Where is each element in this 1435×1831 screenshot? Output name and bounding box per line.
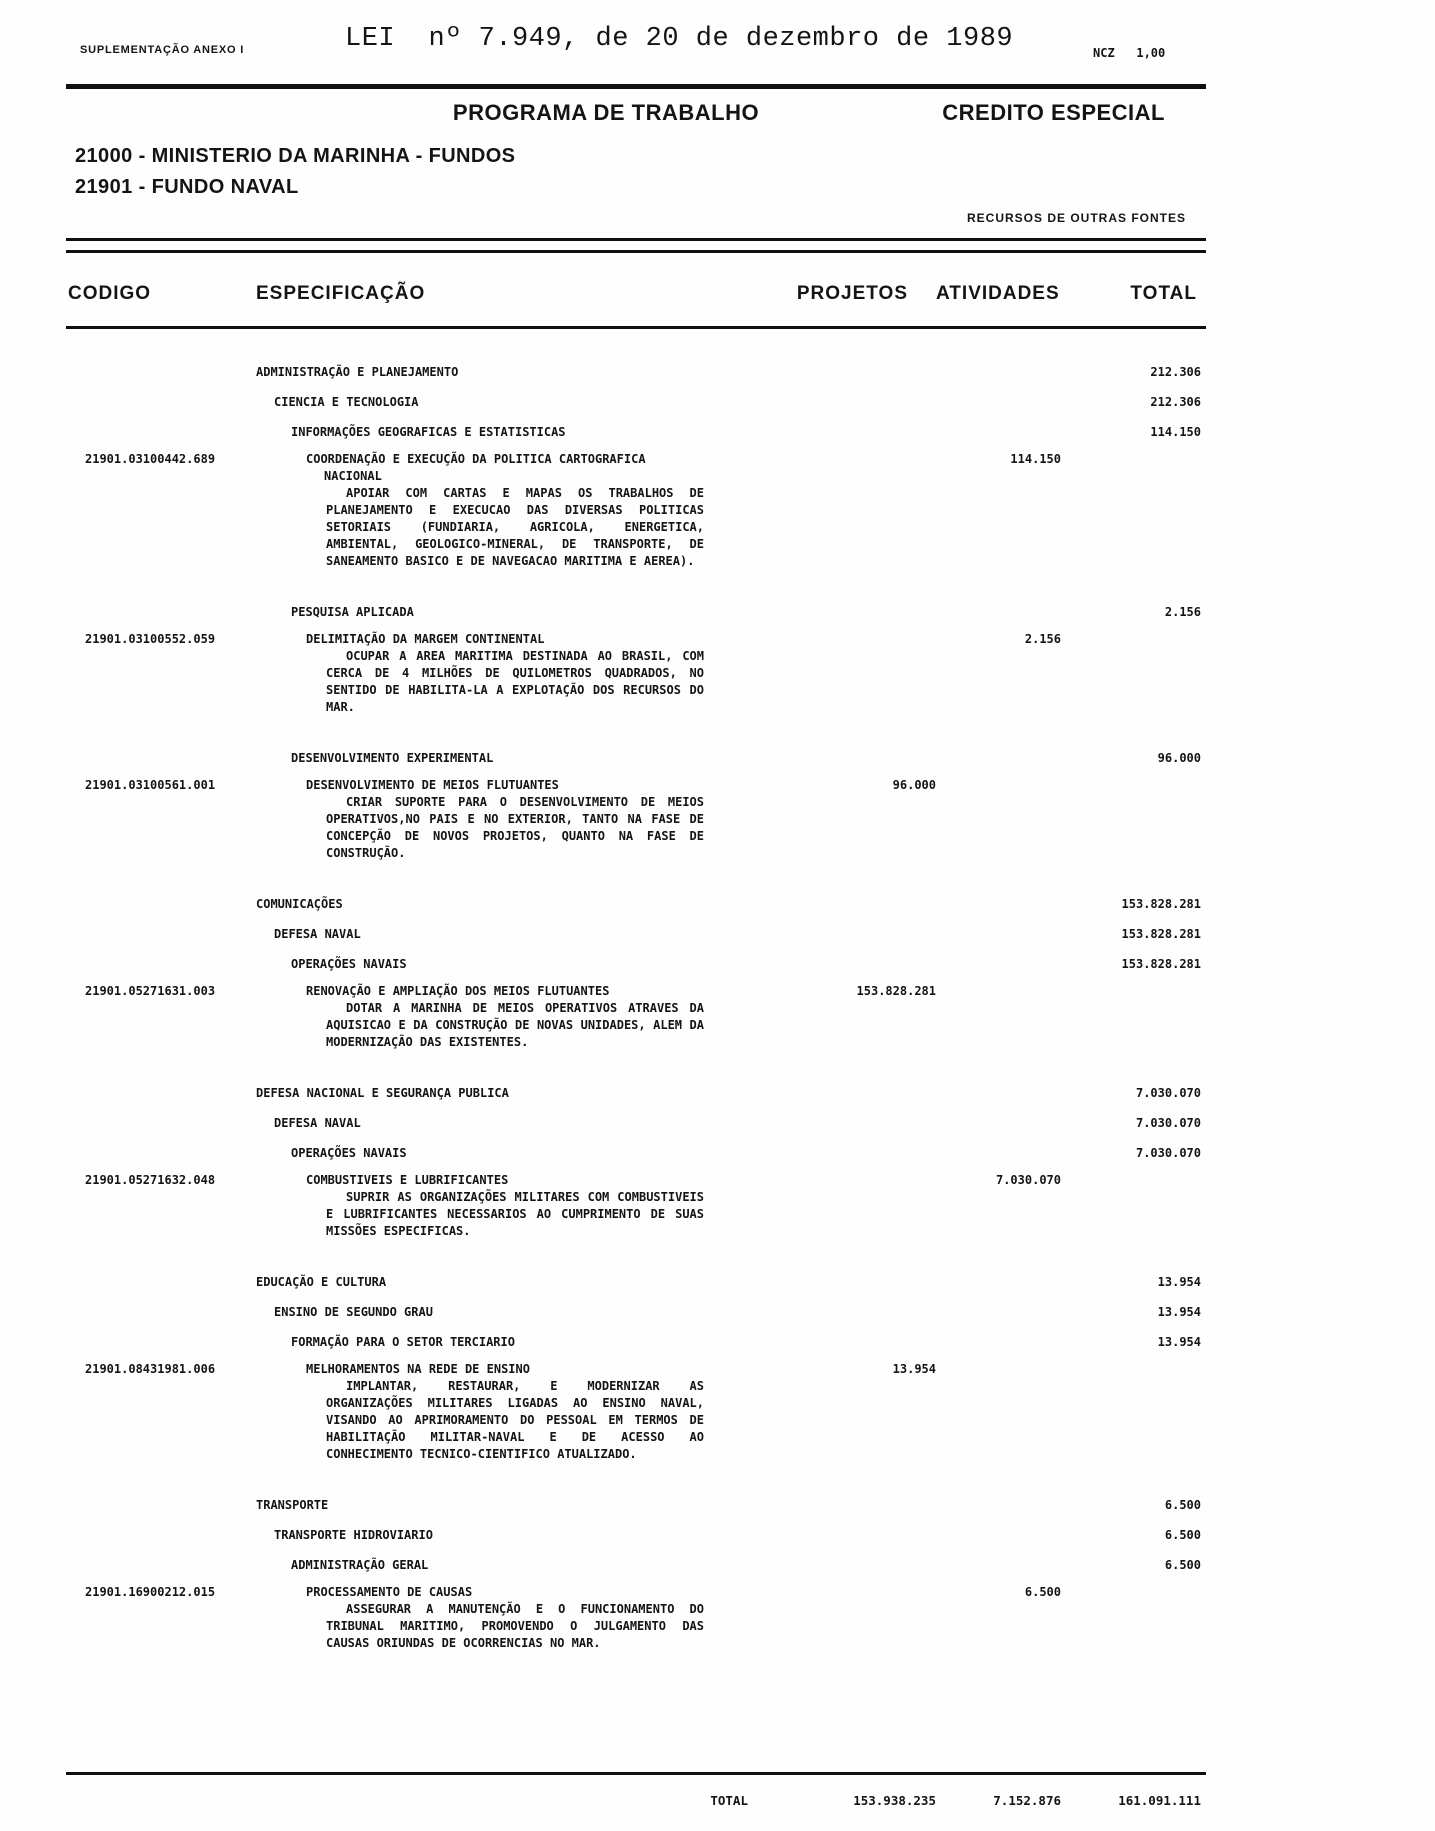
section-label: ADMINISTRAÇÃO E PLANEJAMENTO <box>256 365 459 379</box>
projetos-value <box>776 926 936 943</box>
total-value: 153.828.281 <box>1121 927 1201 941</box>
projetos-value <box>776 1584 936 1652</box>
projetos-value <box>776 750 936 767</box>
section-row <box>66 896 1435 913</box>
total-value <box>1061 1361 1201 1463</box>
specification-cell <box>256 604 776 621</box>
project-code: 21901.03100561.001 <box>85 778 216 792</box>
atividades-value <box>936 750 1061 767</box>
section-label: EDUCAÇÃO E CULTURA <box>256 1275 387 1289</box>
section-label: FORMAÇÃO PARA O SETOR TERCIARIO <box>291 1335 515 1349</box>
project-description: OCUPAR A AREA MARITIMA DESTINADA AO BRASIL, COM CERCA DE 4 MILHÕES DE QUILOMETROS QUADRADOS, NO SENTIDO DE HABILITA-LA A EXPLOTAÇÃO DOS RECURSOS DO MAR. <box>326 649 704 714</box>
projetos-value: 96.000 <box>892 778 936 792</box>
section-label: DEFESA NAVAL <box>274 927 361 941</box>
law-title: LEI nº 7.949, de 20 de dezembro de 1989 <box>345 24 1014 54</box>
project-description: ASSEGURAR A MANUTENÇÃO E O FUNCIONAMENTO DO TRIBUNAL MARITIMO, PROMOVENDO O JULGAMENTO DAS CAUSAS ORIUNDAS DE OCORRENCIAS NO MAR. <box>326 1602 704 1650</box>
project-code: 21901.08431981.006 <box>85 1362 216 1376</box>
section-row <box>66 926 1435 943</box>
specification-cell <box>256 1497 776 1514</box>
project-title: PROCESSAMENTO DE CAUSAS <box>306 1585 473 1599</box>
projetos-value <box>776 451 936 570</box>
section-row <box>66 604 1435 621</box>
projetos-value <box>776 1334 936 1351</box>
projetos-value <box>776 956 936 973</box>
section-label: PESQUISA APLICADA <box>291 605 414 619</box>
specification-cell <box>256 1172 776 1240</box>
specification-cell <box>256 956 776 973</box>
annex-label: SUPLEMENTAÇÃO ANEXO I <box>80 44 245 56</box>
atividades-value <box>936 926 1061 943</box>
projetos-value <box>776 1085 936 1102</box>
projetos-value <box>776 1304 936 1321</box>
total-value: 7.030.070 <box>1135 1146 1201 1160</box>
specification-cell <box>256 926 776 943</box>
total-value: 6.500 <box>1164 1528 1201 1542</box>
project-code <box>66 424 256 441</box>
projetos-value <box>776 1274 936 1291</box>
total-value: 212.306 <box>1150 395 1201 409</box>
bottom-rule <box>66 1772 1206 1775</box>
specification-cell <box>256 896 776 913</box>
specification-cell <box>256 1115 776 1132</box>
project-row <box>66 1172 1435 1240</box>
atividades-value <box>936 1361 1061 1463</box>
specification-cell <box>256 424 776 441</box>
atividades-value <box>936 364 1061 381</box>
project-title: MELHORAMENTOS NA REDE DE ENSINO <box>306 1362 530 1376</box>
specification-cell <box>256 983 776 1051</box>
section-label: OPERAÇÕES NAVAIS <box>291 1146 407 1160</box>
project-title: DELIMITAÇÃO DA MARGEM CONTINENTAL <box>306 632 545 646</box>
section-label: ENSINO DE SEGUNDO GRAU <box>274 1305 433 1319</box>
total-value: 96.000 <box>1157 751 1201 765</box>
project-code <box>66 750 256 767</box>
double-rule-top <box>66 238 1206 241</box>
atividades-value <box>936 1334 1061 1351</box>
project-code <box>66 1557 256 1574</box>
atividades-value: 114.150 <box>1010 452 1061 466</box>
projetos-value <box>776 1172 936 1240</box>
project-code: 21901.03100442.689 <box>85 452 216 466</box>
section-label: DESENVOLVIMENTO EXPERIMENTAL <box>291 751 494 765</box>
project-code: 21901.03100552.059 <box>85 632 216 646</box>
project-code: 21901.05271631.003 <box>85 984 216 998</box>
atividades-value <box>936 394 1061 411</box>
total-value: 13.954 <box>1157 1305 1201 1319</box>
grand-total-atividades: 7.152.876 <box>993 1793 1061 1808</box>
projetos-value: 13.954 <box>892 1362 936 1376</box>
specification-cell <box>256 777 776 862</box>
total-value: 153.828.281 <box>1121 957 1201 971</box>
column-header-total: TOTAL <box>1130 283 1197 304</box>
section-label: DEFESA NAVAL <box>274 1116 361 1130</box>
footer-spacer <box>66 1792 256 1809</box>
project-code <box>66 1497 256 1514</box>
specification-cell <box>256 1145 776 1162</box>
section-row <box>66 1274 1435 1291</box>
total-value <box>1061 1172 1201 1240</box>
total-value: 114.150 <box>1150 425 1201 439</box>
atividades-value <box>936 956 1061 973</box>
project-code <box>66 896 256 913</box>
specification-cell <box>256 1085 776 1102</box>
section-row <box>66 394 1435 411</box>
projetos-value <box>776 896 936 913</box>
resources-note: RECURSOS DE OUTRAS FONTES <box>966 211 1186 225</box>
atividades-value <box>936 777 1061 862</box>
total-value: 6.500 <box>1164 1498 1201 1512</box>
section-row <box>66 1527 1435 1544</box>
specification-cell <box>256 1527 776 1544</box>
total-value: 153.828.281 <box>1121 897 1201 911</box>
atividades-value <box>936 424 1061 441</box>
grand-total-label: TOTAL <box>710 1793 748 1808</box>
project-description: CRIAR SUPORTE PARA O DESENVOLVIMENTO DE MEIOS OPERATIVOS,NO PAIS E NO EXTERIOR, TANTO NA FASE DE CONCEPÇÃO DE NOVOS PROJETOS, QUANTO NA FASE DE CONSTRUÇÃO. <box>326 795 704 860</box>
projetos-value <box>776 631 936 716</box>
header-rule <box>66 326 1206 329</box>
specification-cell <box>256 1557 776 1574</box>
total-value <box>1061 451 1201 570</box>
specification-cell <box>256 750 776 767</box>
section-label: CIENCIA E TECNOLOGIA <box>274 395 419 409</box>
section-row <box>66 1334 1435 1351</box>
total-value <box>1061 1584 1201 1652</box>
project-code <box>66 956 256 973</box>
project-code <box>66 364 256 381</box>
atividades-value <box>936 1557 1061 1574</box>
atividades-value <box>936 604 1061 621</box>
project-description: APOIAR COM CARTAS E MAPAS OS TRABALHOS DE PLANEJAMENTO E EXECUCAO DAS DIVERSAS POLITICAS SETORIAIS (FUNDIARIA, AGRICOLA, ENERGETICA, AMBIENTAL, GEOLOGICO-MINERAL, DE TRANSPORTE, DE SANEAMENTO BASICO E DE NAVEGACAO MARITIMA E AEREA). <box>326 486 704 568</box>
section-row <box>66 1557 1435 1574</box>
total-value: 13.954 <box>1157 1275 1201 1289</box>
column-header-projetos: PROJETOS <box>796 283 908 304</box>
projetos-value <box>776 1557 936 1574</box>
atividades-value <box>936 983 1061 1051</box>
section-label: INFORMAÇÕES GEOGRAFICAS E ESTATISTICAS <box>291 425 566 439</box>
projetos-value <box>776 424 936 441</box>
project-title: DESENVOLVIMENTO DE MEIOS FLUTUANTES <box>306 778 559 792</box>
project-title: COMBUSTIVEIS E LUBRIFICANTES <box>306 1173 509 1187</box>
atividades-value: 7.030.070 <box>995 1173 1061 1187</box>
total-value: 212.306 <box>1150 365 1201 379</box>
atividades-value <box>936 1145 1061 1162</box>
section-label: ADMINISTRAÇÃO GERAL <box>291 1558 429 1572</box>
total-value <box>1061 777 1201 862</box>
project-code <box>66 1527 256 1544</box>
section-label: TRANSPORTE <box>256 1498 329 1512</box>
project-code <box>66 1304 256 1321</box>
project-row <box>66 1584 1435 1652</box>
specification-cell <box>256 451 776 570</box>
specification-cell <box>256 1274 776 1291</box>
project-code <box>66 1145 256 1162</box>
project-code <box>66 1334 256 1351</box>
projetos-value: 153.828.281 <box>856 984 936 998</box>
top-rule <box>66 84 1206 89</box>
atividades-value: 6.500 <box>1024 1585 1061 1599</box>
section-row <box>66 956 1435 973</box>
project-row <box>66 631 1435 716</box>
specification-cell <box>256 631 776 716</box>
specification-cell <box>256 1584 776 1652</box>
section-label: DEFESA NACIONAL E SEGURANÇA PUBLICA <box>256 1086 509 1100</box>
project-description: DOTAR A MARINHA DE MEIOS OPERATIVOS ATRAVES DA AQUISICAO E DA CONSTRUÇÃO DE NOVAS UNIDADES, ALEM DA MODERNIZAÇÃO DAS EXISTENTES. <box>326 1001 704 1049</box>
project-code: 21901.05271632.048 <box>85 1173 216 1187</box>
agency-line-1: 21000 - MINISTERIO DA MARINHA - FUNDOS <box>75 145 516 167</box>
project-code <box>66 394 256 411</box>
projetos-value <box>776 1497 936 1514</box>
section-row <box>66 1497 1435 1514</box>
section-label: OPERAÇÕES NAVAIS <box>291 957 407 971</box>
section-label: TRANSPORTE HIDROVIARIO <box>274 1528 433 1542</box>
project-code <box>66 1085 256 1102</box>
agency-block <box>75 141 515 203</box>
atividades-value <box>936 1085 1061 1102</box>
projetos-value <box>776 1527 936 1544</box>
project-description: IMPLANTAR, RESTAURAR, E MODERNIZAR AS ORGANIZAÇÕES MILITARES LIGADAS AO ENSINO NAVAL, VISANDO AO APRIMORAMENTO DO PESSOAL EM TERMOS DE HABILITAÇÃO MILITAR-NAVAL E DE ACESSO AO CONHECIMENTO TECNICO-CIENTIFICO ATUALIZADO. <box>326 1379 704 1461</box>
atividades-value <box>936 1115 1061 1132</box>
projetos-value <box>776 394 936 411</box>
program-title: PROGRAMA DE TRABALHO <box>452 100 760 125</box>
project-title: COORDENAÇÃO E EXECUÇÃO DA POLITICA CARTOGRAFICA NACIONAL <box>306 452 646 483</box>
total-value: 6.500 <box>1164 1558 1201 1572</box>
section-row <box>66 1115 1435 1132</box>
agency-line-2: 21901 - FUNDO NAVAL <box>75 176 299 198</box>
project-row <box>66 777 1435 862</box>
section-row <box>66 1145 1435 1162</box>
section-row <box>66 1085 1435 1102</box>
column-header-codigo: CODIGO <box>68 283 152 304</box>
grand-total-row <box>66 1792 1435 1809</box>
atividades-value: 2.156 <box>1024 632 1061 646</box>
section-label: COMUNICAÇÕES <box>256 897 343 911</box>
specification-cell <box>256 1361 776 1463</box>
total-value: 13.954 <box>1157 1335 1201 1349</box>
section-row <box>66 1304 1435 1321</box>
column-header-atividades: ATIVIDADES <box>936 283 1060 304</box>
projetos-value <box>776 364 936 381</box>
project-row <box>66 451 1435 570</box>
specification-cell <box>256 364 776 381</box>
total-value <box>1061 631 1201 716</box>
project-description: SUPRIR AS ORGANIZAÇÕES MILITARES COM COMBUSTIVEIS E LUBRIFICANTES NECESSARIOS AO CUMPRIMENTO DE SUAS MISSÕES ESPECIFICAS. <box>326 1190 704 1238</box>
projetos-value <box>776 1145 936 1162</box>
project-code <box>66 1274 256 1291</box>
project-code: 21901.16900212.015 <box>85 1585 216 1599</box>
grand-total-value: 161.091.111 <box>1118 1793 1201 1808</box>
total-value <box>1061 983 1201 1051</box>
project-code <box>66 1115 256 1132</box>
currency-note: NCZ 1,00 <box>1093 46 1166 60</box>
grand-total-projetos: 153.938.235 <box>853 1793 936 1808</box>
column-header-especificacao: ESPECIFICAÇÃO <box>256 283 426 304</box>
atividades-value <box>936 896 1061 913</box>
section-row <box>66 750 1435 767</box>
specification-cell <box>256 1334 776 1351</box>
project-code <box>66 604 256 621</box>
total-value: 2.156 <box>1164 605 1201 619</box>
atividades-value <box>936 1497 1061 1514</box>
projetos-value <box>776 1115 936 1132</box>
section-row <box>66 364 1435 381</box>
credit-type-label: CREDITO ESPECIAL <box>942 100 1165 125</box>
specification-cell <box>256 1304 776 1321</box>
atividades-value <box>936 1274 1061 1291</box>
projetos-value <box>776 604 936 621</box>
project-title: RENOVAÇÃO E AMPLIAÇÃO DOS MEIOS FLUTUANTES <box>306 984 610 998</box>
double-rule-bottom <box>66 250 1206 253</box>
atividades-value <box>936 1304 1061 1321</box>
section-row <box>66 424 1435 441</box>
project-row <box>66 983 1435 1051</box>
specification-cell <box>256 394 776 411</box>
budget-table-body <box>0 358 1435 1686</box>
column-header-row <box>66 283 1435 305</box>
project-code <box>66 926 256 943</box>
total-value: 7.030.070 <box>1135 1086 1201 1100</box>
total-value: 7.030.070 <box>1135 1116 1201 1130</box>
atividades-value <box>936 1527 1061 1544</box>
project-row <box>66 1361 1435 1463</box>
